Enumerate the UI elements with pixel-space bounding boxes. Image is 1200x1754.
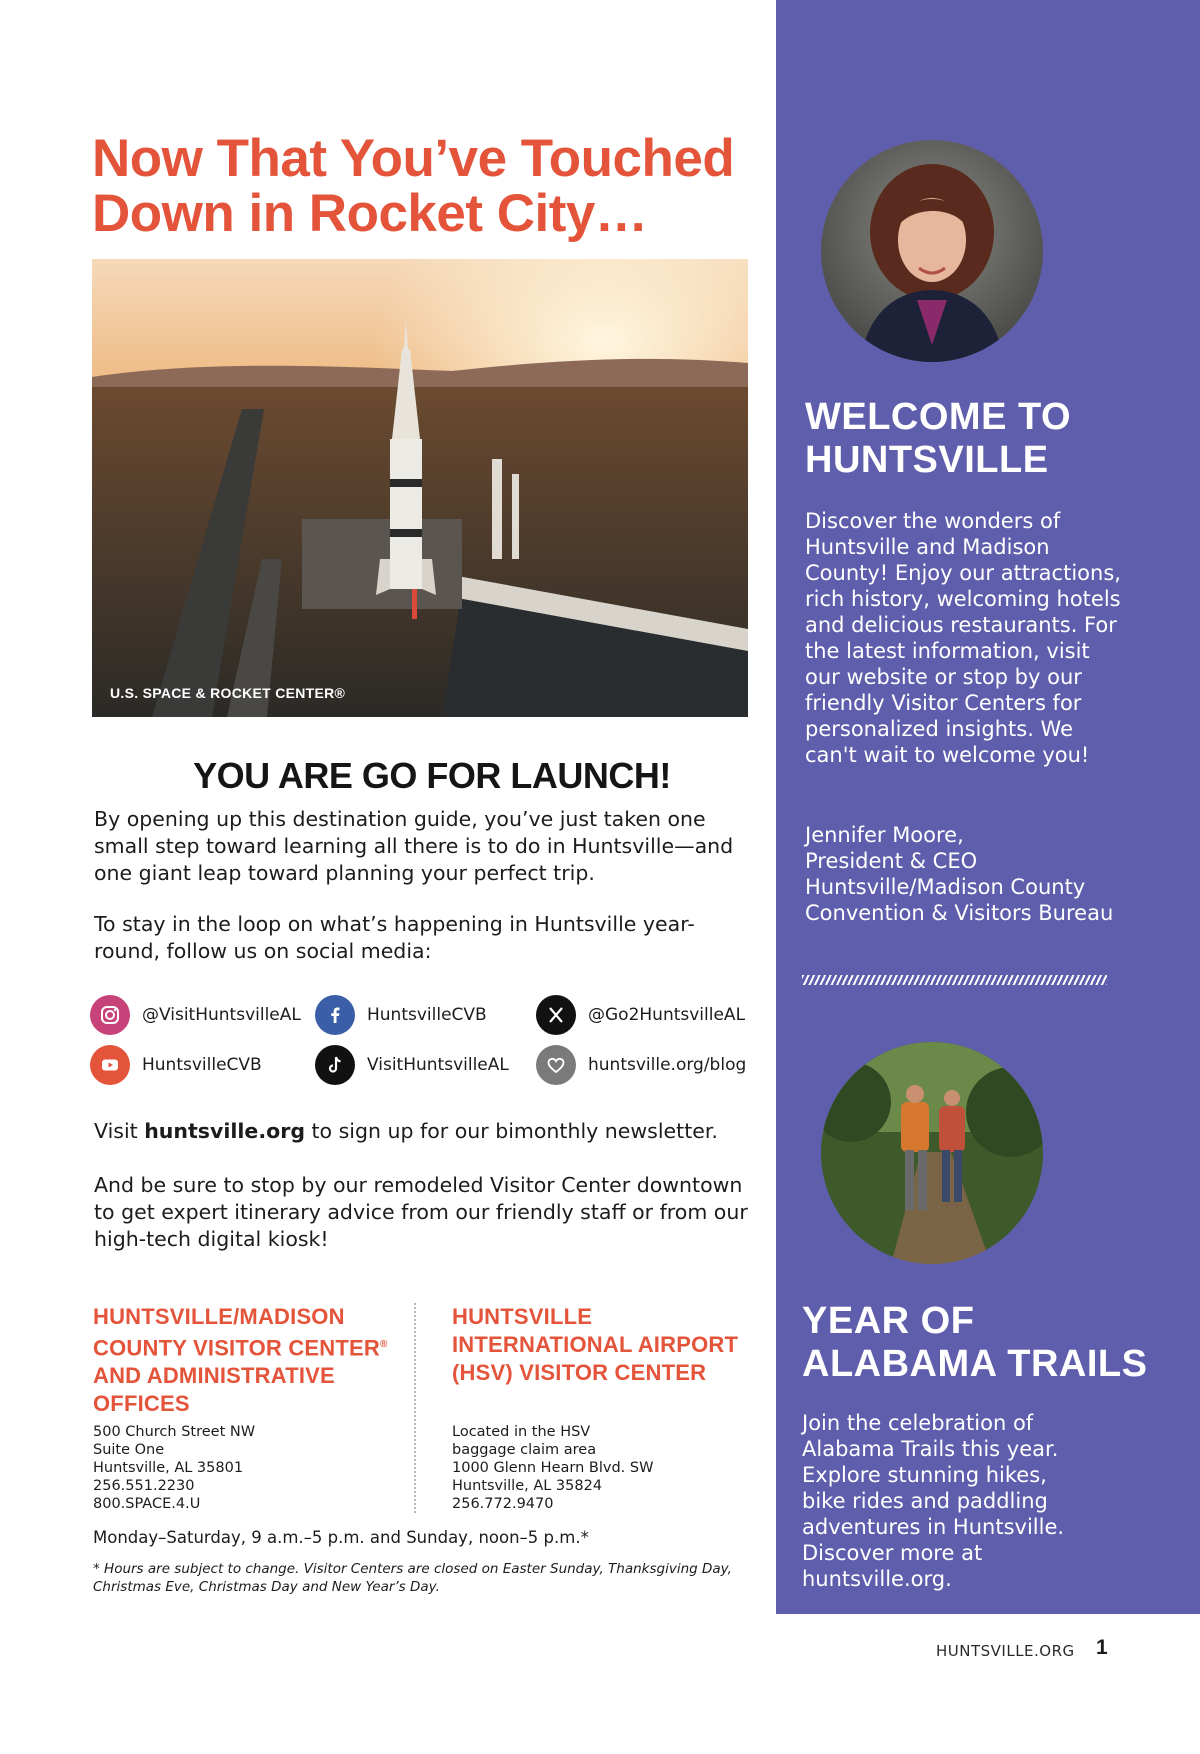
facebook-icon <box>315 995 355 1035</box>
social-facebook-link[interactable] <box>315 995 487 1035</box>
registered-mark: ® <box>379 1339 388 1350</box>
x-icon <box>536 995 576 1035</box>
trails-body: Join the celebration of Alabama Trails this year. Explore stunning hikes, bike rides and paddling adventures in Huntsville. Discover more at huntsville.org. <box>802 1411 1065 1591</box>
airport-visitor-center-heading: HUNTSVILLE INTERNATIONAL AIRPORT (HSV) VISITOR CENTER <box>452 1304 739 1385</box>
hikers-trail-photo <box>821 1042 1043 1264</box>
main-visitor-center-heading <box>93 1303 393 1418</box>
tiktok-icon <box>315 1045 355 1085</box>
c2-location-line2: baggage claim area <box>452 1442 597 1458</box>
column-divider <box>414 1303 416 1513</box>
tiktok-handle: VisitHuntsvilleAL <box>367 1055 509 1075</box>
social-tiktok-link[interactable] <box>315 1045 509 1085</box>
welcome-heading: WELCOME TO HUNTSVILLE <box>805 396 1072 481</box>
main-visitor-center-address <box>93 1423 353 1513</box>
ceo-portrait-photo <box>821 140 1043 362</box>
striped-divider <box>802 975 1107 985</box>
hero-caption: U.S. SPACE & ROCKET CENTER® <box>110 685 346 701</box>
signature-name: Jennifer Moore, <box>805 823 964 847</box>
c1-phone: 256.551.2230 <box>93 1478 195 1494</box>
instagram-icon <box>90 995 130 1035</box>
social-blog-link[interactable] <box>536 1045 746 1085</box>
hours-footnote: * Hours are subject to change. Visitor Centers are closed on Easter Sunday, Thanksgiving Day, Christmas Eve, Christmas Day and New Year’s Day. <box>93 1561 732 1595</box>
c1-heading-part-a: HUNTSVILLE/MADISON COUNTY VISITOR CENTER <box>93 1304 380 1361</box>
social-x-link[interactable] <box>536 995 745 1035</box>
social-media-list <box>90 995 770 1085</box>
c1-street: 500 Church Street NW <box>93 1424 256 1440</box>
signature-org-line2: Convention & Visitors Bureau <box>805 901 1114 925</box>
c1-city: Huntsville, AL 35801 <box>93 1460 244 1476</box>
visitor-center-hours: Monday–Saturday, 9 a.m.–5 p.m. and Sunday, noon–5 p.m.* <box>93 1528 589 1547</box>
newsletter-suffix: to sign up for our bimonthly newsletter. <box>305 1119 718 1143</box>
page-number: 1 <box>1096 1636 1108 1659</box>
blog-url: huntsville.org/blog <box>588 1055 747 1075</box>
c1-suite: Suite One <box>93 1442 165 1458</box>
social-intro-paragraph: To stay in the loop on what’s happening in Huntsville year-round, follow us on social media: <box>94 912 695 963</box>
facebook-handle: HuntsvilleCVB <box>367 1005 487 1025</box>
x-handle: @Go2HuntsvilleAL <box>588 1005 746 1025</box>
social-youtube-link[interactable] <box>90 1045 262 1085</box>
page-title-line1: Now That You’ve Touched <box>92 129 735 188</box>
page-title <box>92 131 772 241</box>
c2-street: 1000 Glenn Hearn Blvd. SW <box>452 1460 654 1476</box>
c2-location-line1: Located in the HSV <box>452 1424 591 1440</box>
airport-visitor-center-address <box>452 1423 712 1513</box>
footer-site: HUNTSVILLE.ORG <box>936 1642 1075 1660</box>
instagram-handle: @VisitHuntsvilleAL <box>142 1005 301 1025</box>
trails-heading: YEAR OF ALABAMA TRAILS <box>802 1300 1148 1385</box>
signature-org-line1: Huntsville/Madison County <box>805 875 1086 899</box>
newsletter-paragraph <box>94 1118 754 1145</box>
newsletter-site-link[interactable]: huntsville.org <box>144 1119 305 1143</box>
intro-paragraph: By opening up this destination guide, you’ve just taken one small step toward learning all there is to do in Huntsville—and one giant leap toward planning your perfect trip. <box>94 807 734 885</box>
welcome-body: Discover the wonders of Huntsville and Madison County! Enjoy our attractions, rich history, welcoming hotels and delicious restaurants. For the latest information, visit our website or stop by our friendly Visitor Centers for personalized insights. We can't wait to welcome you! <box>805 509 1121 767</box>
ceo-signature <box>805 822 1165 926</box>
newsletter-prefix: Visit <box>94 1119 145 1143</box>
launch-heading: YOU ARE GO FOR LAUNCH! <box>193 755 671 796</box>
social-instagram-link[interactable] <box>90 995 301 1035</box>
c1-heading-part-b: AND ADMINISTRATIVE OFFICES <box>93 1363 335 1417</box>
hero-photo-rocket-center <box>92 259 748 717</box>
page-title-line2: Down in Rocket City… <box>92 184 648 243</box>
visitor-center-paragraph: And be sure to stop by our remodeled Visitor Center downtown to get expert itinerary advice from our friendly staff or from our high-tech digital kiosk! <box>94 1173 748 1251</box>
blog-heart-icon <box>536 1045 576 1085</box>
c2-phone: 256.772.9470 <box>452 1496 554 1512</box>
youtube-handle: HuntsvilleCVB <box>142 1055 262 1075</box>
c1-tollfree: 800.SPACE.4.U <box>93 1496 201 1512</box>
signature-title: President & CEO <box>805 849 978 873</box>
youtube-icon <box>90 1045 130 1085</box>
c2-city: Huntsville, AL 35824 <box>452 1478 603 1494</box>
